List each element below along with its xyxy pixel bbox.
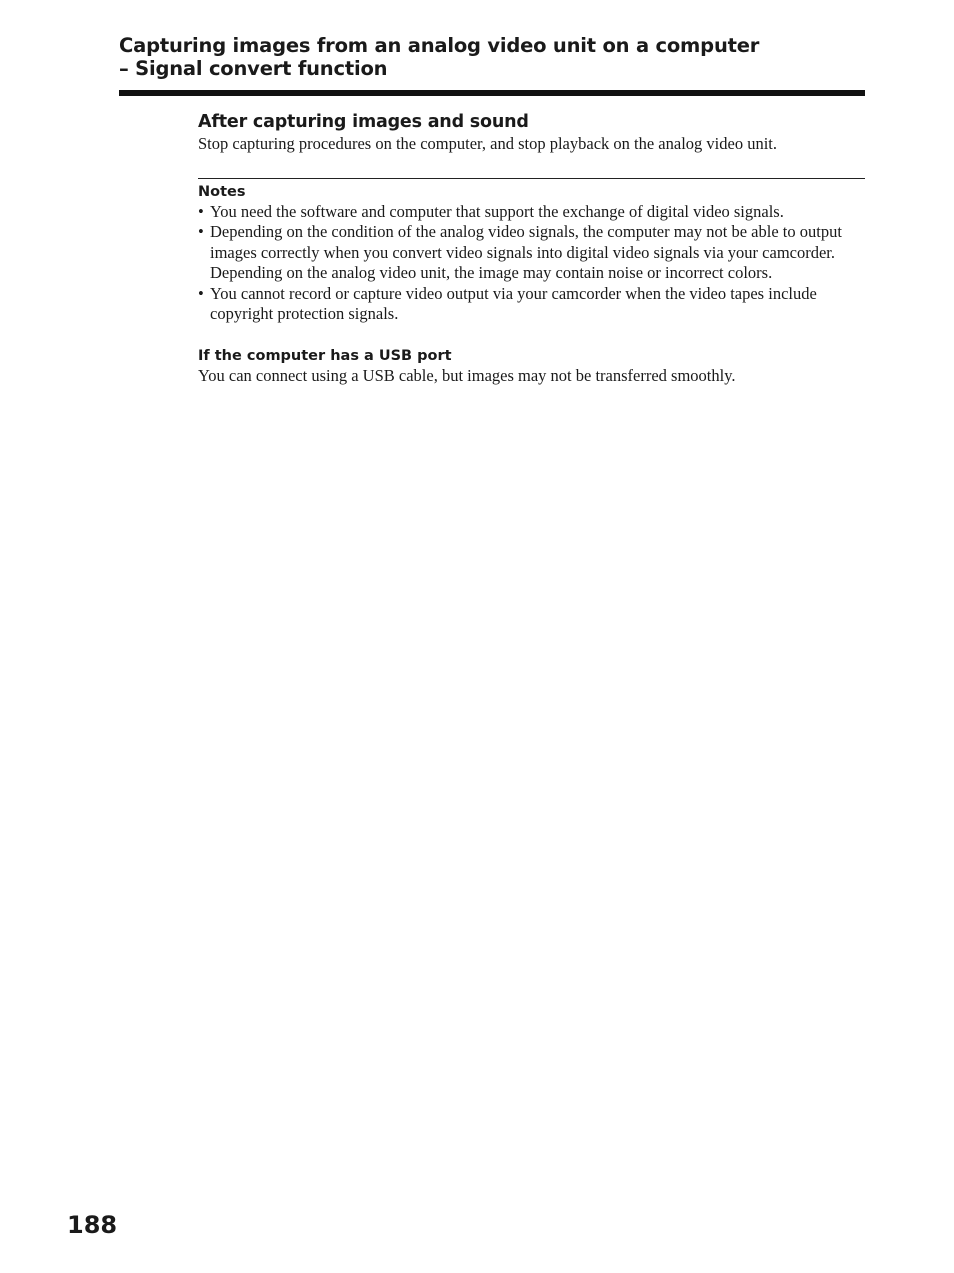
main-content bbox=[198, 110, 868, 386]
page-title bbox=[119, 35, 859, 80]
note-item: • You cannot record or capture video output via your camcorder when the video tapes include copyright protection signals. bbox=[198, 284, 868, 325]
section-body: Stop capturing procedures on the computer, and stop playback on the analog video unit. bbox=[198, 134, 777, 153]
section-heading: After capturing images and sound bbox=[198, 112, 529, 132]
notes-heading: Notes bbox=[198, 183, 246, 200]
page-title-line-1: Capturing images from an analog video unit on a computer bbox=[119, 34, 760, 57]
notes-divider bbox=[198, 178, 865, 179]
usb-heading: If the computer has a USB port bbox=[198, 347, 452, 364]
note-item: • Depending on the condition of the analog video signals, the computer may not be able to output images correctly when you convert video signals into digital video signals via your camcorder. Depending on the analog video unit, the image may contain noise or incorrect colors. bbox=[198, 222, 868, 284]
title-divider bbox=[119, 90, 865, 96]
usb-body: You can connect using a USB cable, but images may not be transferred smoothly. bbox=[198, 365, 736, 385]
notes-list bbox=[198, 202, 868, 325]
page-number: 188 bbox=[67, 1211, 118, 1239]
note-item: • You need the software and computer that support the exchange of digital video signals. bbox=[198, 202, 868, 223]
page-title-line-2: – Signal convert function bbox=[119, 56, 388, 80]
